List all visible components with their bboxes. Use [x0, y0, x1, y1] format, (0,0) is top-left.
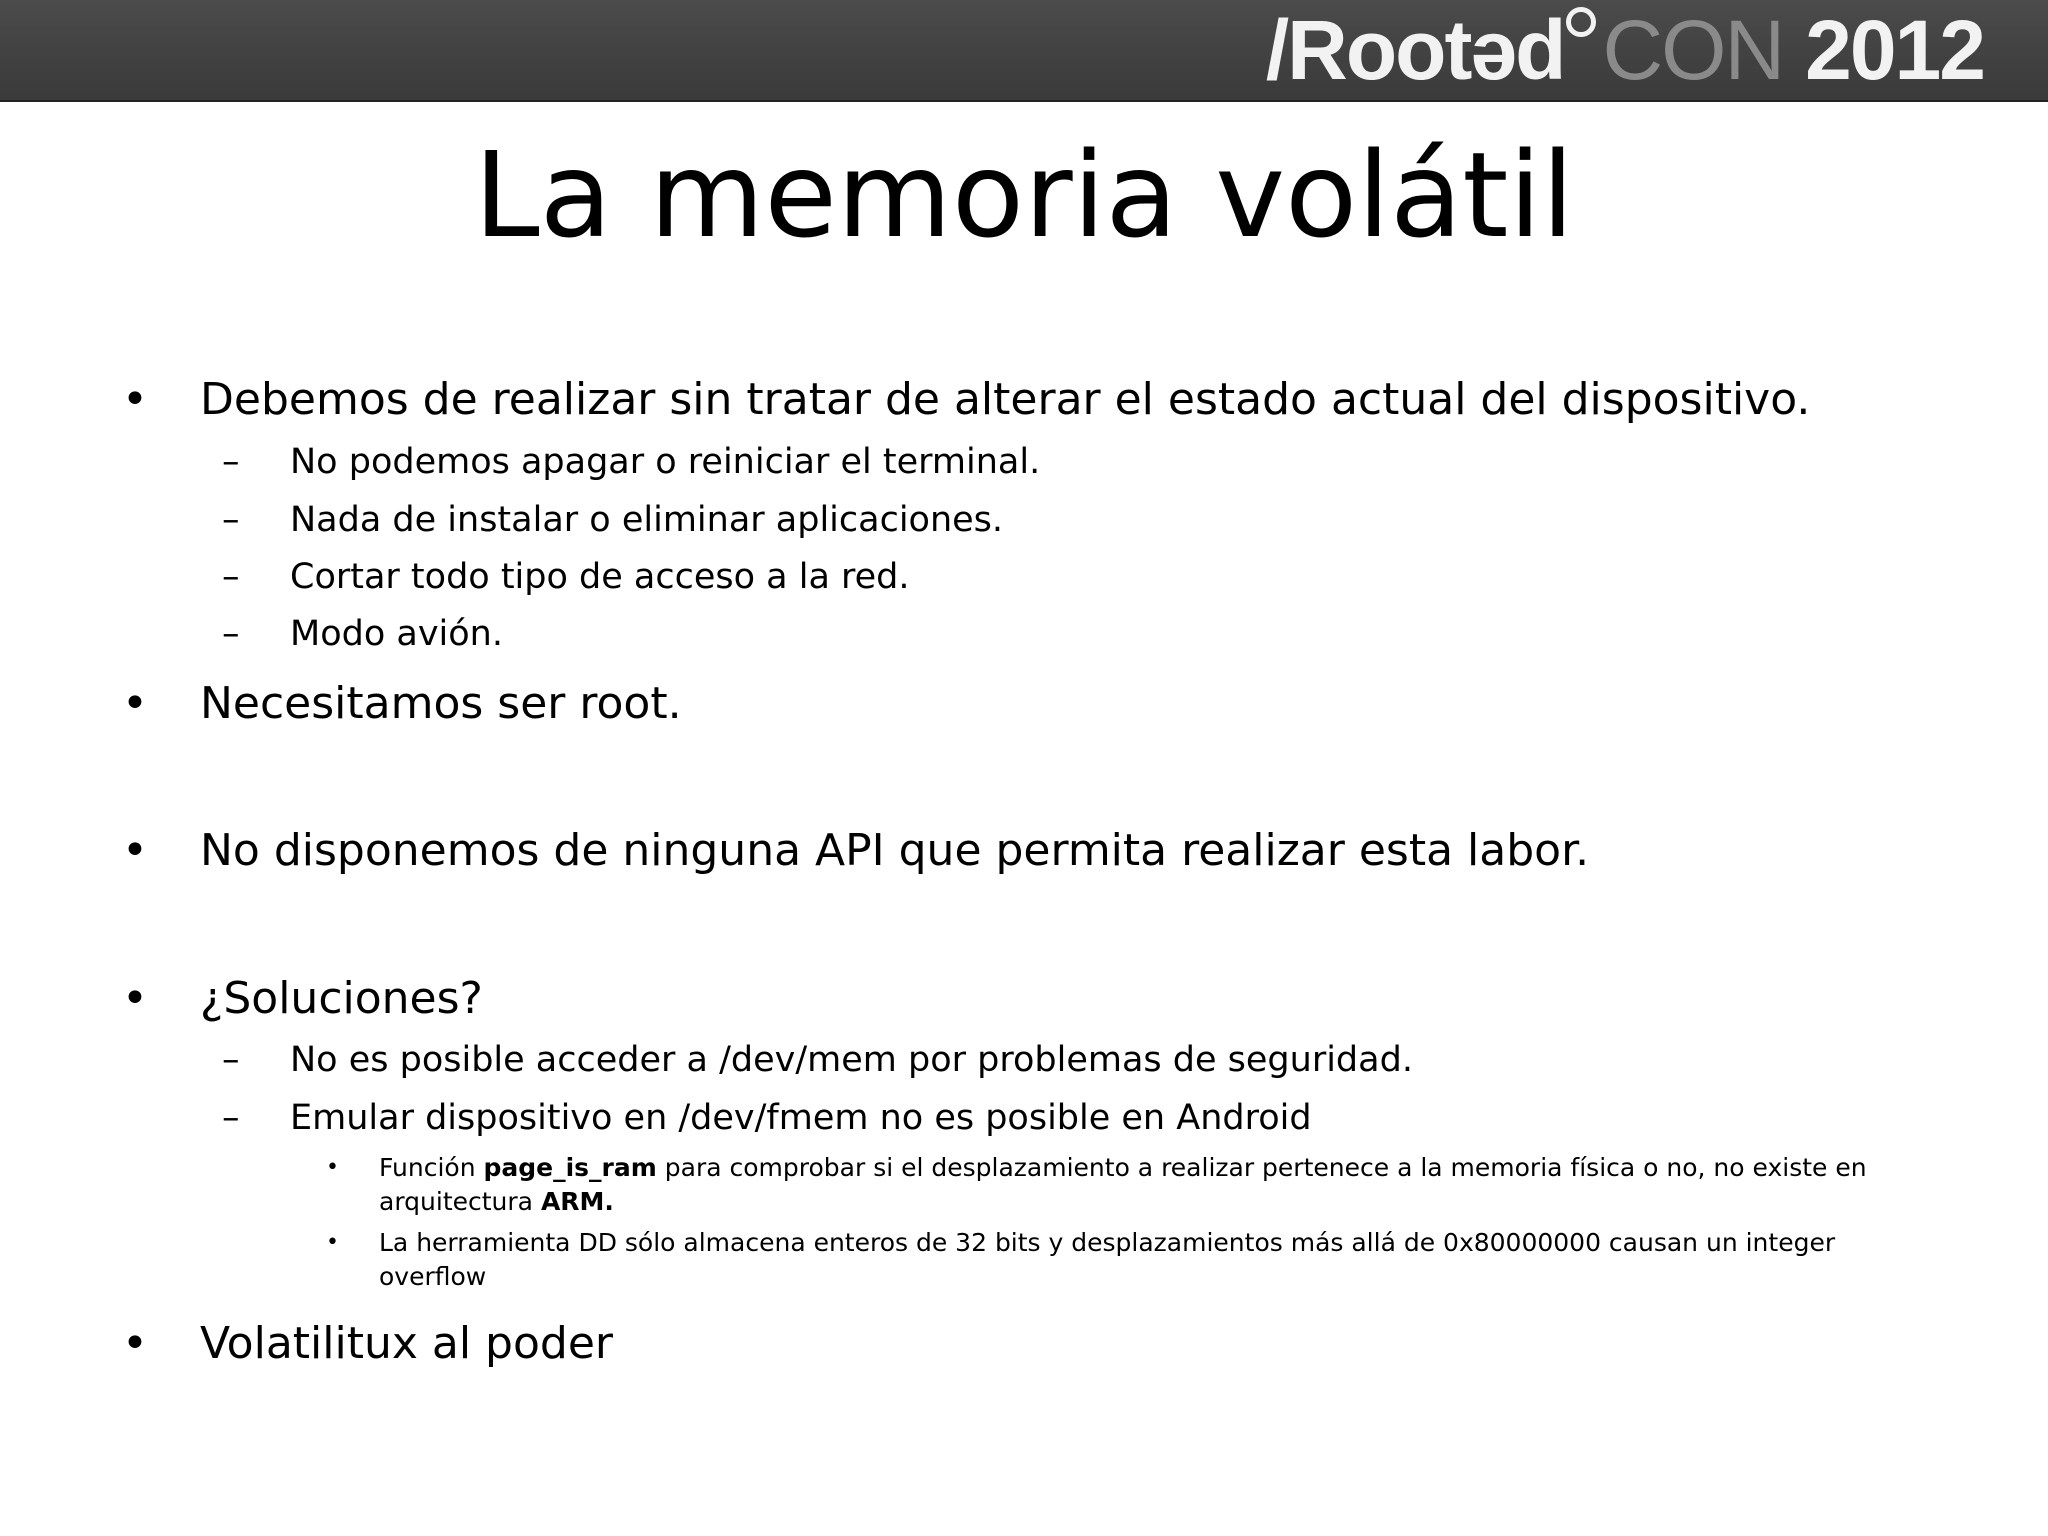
bullet-icon: • [122, 1318, 148, 1369]
lock-icon [1566, 7, 1596, 37]
bullet-icon: • [122, 678, 148, 729]
code-term: page_is_ram [483, 1153, 657, 1182]
sub-bullet-text: No podemos apagar o reiniciar el terminal. [290, 442, 1041, 482]
bullet-icon: • [122, 374, 148, 425]
bullet-text: Debemos de realizar sin tratar de alterar el estado actual del dispositivo. [200, 374, 1811, 425]
bullet-text: ¿Soluciones? [200, 973, 483, 1024]
sub-bullet-text: Nada de instalar o eliminar aplicaciones. [290, 500, 1004, 540]
dash-icon: – [222, 614, 240, 654]
bullet-icon: • [326, 1230, 339, 1255]
dash-icon: – [222, 442, 240, 482]
dash-icon: – [222, 500, 240, 540]
logo-brand: /Rootəd [1265, 2, 1565, 97]
sub-bullet-text: No es posible acceder a /dev/mem por problemas de seguridad. [290, 1040, 1413, 1080]
header-bar [0, 0, 2048, 102]
bullet-icon: • [326, 1155, 339, 1180]
logo-year: 2012 [1805, 2, 1984, 97]
bullet-text: Necesitamos ser root. [200, 678, 682, 729]
dash-icon: – [222, 1040, 240, 1080]
bullet-text: No disponemos de ninguna API que permita realizar esta labor. [200, 825, 1590, 876]
dash-icon: – [222, 557, 240, 597]
rootedcon-logo [1265, 2, 1984, 97]
sub-bullet-text: Cortar todo tipo de acceso a la red. [290, 557, 910, 597]
sub-bullet-text: Modo avión. [290, 614, 503, 654]
arch-term: ARM. [540, 1187, 614, 1216]
slide-title: La memoria volátil [473, 126, 1575, 264]
sub-bullet-text: Emular dispositivo en /dev/fmem no es posible en Android [290, 1098, 1312, 1138]
sub-sub-bullet-text: Función page_is_ram para comprobar si el desplazamiento a realizar pertenece a la memoria física o no, no existe en arquitectura ARM. [379, 1153, 1867, 1216]
sub-sub-bullet-text: La herramienta DD sólo almacena enteros de 32 bits y desplazamientos más allá de 0x80000000 causan un integer overflow [379, 1228, 1836, 1291]
logo-con: CON [1602, 2, 1784, 97]
bullet-icon: • [122, 825, 148, 876]
bullet-icon: • [122, 973, 148, 1024]
bullet-text: Volatilitux al poder [200, 1318, 613, 1369]
dash-icon: – [222, 1098, 240, 1138]
